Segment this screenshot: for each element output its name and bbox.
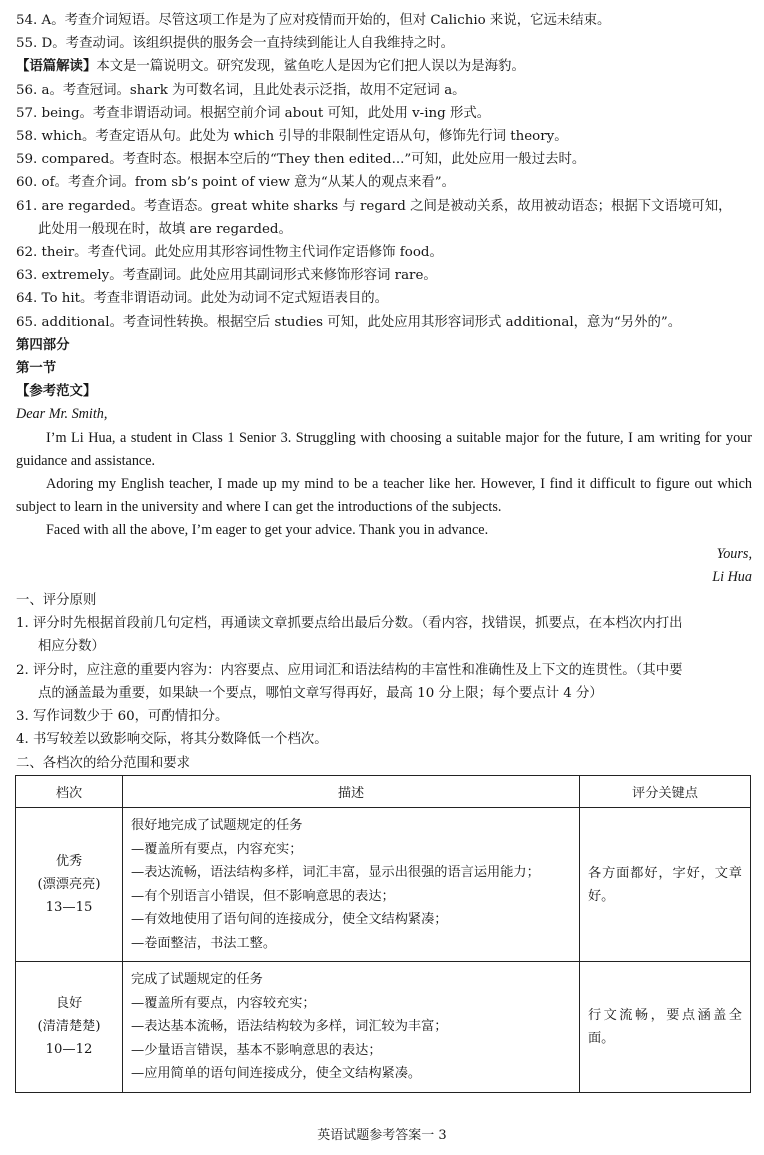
principles-title: 一、评分原则 [16, 593, 97, 609]
answer-line: 59. compared。考查时态。根据本空后的“They then edited...”可知，此处应用一般过去时。 [16, 152, 586, 168]
answer-line: 55. D。考查动词。该组织提供的服务会一直持续到能让人自我维持之时。 [16, 36, 455, 52]
answer-line: 63. extremely。考查副词。此处应用其副词形式来修饰形容词 rare。 [16, 268, 437, 284]
letter-closing: Yours, [716, 545, 752, 562]
answer-line: 54. A。考查介词短语。尽管这项工作是为了应对疫情而开始的，但对 Calichio 来说，它远未结束。 [16, 13, 611, 28]
passage-note-text: 本文是一篇说明文。研究发现，鲨鱼吃人是因为它们把人误以为是海豹。 [96, 59, 525, 75]
answer-line: 62. their。考查代词。此处应用其形容词性物主代词作定语修饰 food。 [16, 245, 443, 261]
description-line: —表达基本流畅，语法结构较为多样，词汇较为丰富； [131, 1019, 448, 1034]
answer-line: 65. additional。考查词性转换。根据空后 studies 可知，此处应用其形容词形式 additional，意为“另外的”。 [16, 314, 682, 330]
principle-item: 3. 写作词数少于 60，可酌情扣分。 [16, 709, 229, 725]
principle-item: 1. 评分时先根据首段前几句定档，再通读文章抓要点给出最后分数。（看内容，找错误，抓要点，在本档次内打出 [16, 616, 683, 632]
level-score-range: 13—15 [45, 900, 93, 915]
grading-table [15, 775, 751, 1093]
level-name: 良好 [55, 996, 83, 1012]
level-subtitle: (漂漂亮亮) [37, 877, 101, 892]
answer-line: 58. which。考查定语从句。此处为 which 引导的非限制性定语从句，修饰先行词 theory。 [16, 129, 568, 145]
page-footer: 英语试题参考答案一 3 [317, 1128, 447, 1143]
answer-line-continued: 此处用一般现在时，故填 are regarded。 [38, 221, 292, 237]
table-row [16, 962, 751, 1093]
description-line: —表达流畅，语法结构多样，词汇丰富，显示出很强的语言运用能力； [131, 865, 540, 880]
sample-letter [16, 403, 752, 589]
level-score-range: 10—12 [45, 1042, 93, 1058]
sample-essay-label: 【参考范文】 [16, 383, 97, 400]
answer-page [16, 9, 752, 775]
answer-line: 64. To hit。考查非谓语动词。此处为动词不定式短语表目的。 [16, 291, 389, 307]
letter-signature: Li Hua [712, 568, 752, 585]
level-name: 优秀 [55, 854, 83, 869]
letter-paragraph: I’m Li Hua, a student in Class 1 Senior 3. Struggling with choosing a suitable major for the future, I am writing for your guidance and assistance. [16, 429, 752, 469]
key-points-cell: 各方面都好，字好，文章好。 [580, 808, 751, 962]
description-line: —卷面整洁，书法工整。 [131, 935, 277, 951]
column-header-level: 档次 [16, 776, 123, 808]
description-line: —有效地使用了语句间的连接成分，使全文结构紧凑； [131, 912, 448, 927]
subsection-heading: 第一节 [16, 360, 57, 377]
description-line: —有个别语言小错误，但不影响意思的表达； [131, 888, 395, 904]
level-cell [16, 808, 123, 962]
answer-line: 61. are regarded。考查语态。great white sharks 与 regard 之间是被动关系，故用被动语态；根据下文语境可知， [16, 198, 732, 214]
answer-line: 56. a。考查冠词。shark 为可数名词，且此处表示泛指，故用不定冠词 a。 [16, 82, 466, 98]
answer-line: 60. of。考查介词。from sb’s point of view 意为“从某人的观点来看”。 [16, 175, 456, 191]
letter-paragraph: Adoring my English teacher, I made up my mind to be a teacher like her. However, I find it difficult to figure out which subject to learn in the university and where I can get the introductions of the subjects. [16, 476, 752, 516]
description-line: 很好地完成了试题规定的任务 [131, 818, 303, 833]
description-line: —覆盖所有要点，内容充实； [131, 841, 303, 857]
description-line: —应用简单的语句间连接成分，使全文结构紧凑。 [131, 1066, 422, 1081]
principle-item-continued: 相应分数） [38, 639, 105, 655]
level-subtitle: (清清楚楚) [37, 1019, 101, 1035]
passage-note [16, 55, 752, 78]
principle-item: 2. 评分时，应注意的重要内容为：内容要点、应用词汇和语法结构的丰富性和准确性及上下文的连贯性。（其中要 [16, 662, 683, 678]
table-header-row [16, 776, 751, 808]
level-cell [16, 962, 123, 1093]
passage-note-label: 【语篇解读】 [16, 58, 97, 75]
column-header-key-points: 评分关键点 [580, 776, 751, 808]
description-line: —少量语言错误，基本不影响意思的表达； [131, 1042, 382, 1058]
description-cell [123, 808, 580, 962]
section-heading: 第四部分 [16, 336, 70, 353]
letter-paragraph: Faced with all the above, I’m eager to get your advice. Thank you in advance. [46, 522, 489, 539]
letter-salutation: Dear Mr. Smith, [16, 406, 108, 423]
principle-item-continued: 点的涵盖最为重要，如果缺一个要点，哪怕文章写得再好，最高 10 分上限；每个要点计 4 分） [38, 685, 603, 701]
description-line: 完成了试题规定的任务 [131, 972, 263, 987]
column-header-description: 描述 [123, 776, 580, 808]
description-line: —覆盖所有要点，内容较充实； [131, 995, 316, 1011]
score-ranges-title: 二、各档次的给分范围和要求 [16, 755, 191, 771]
table-row [16, 808, 751, 962]
key-points-cell: 行文流畅，要点涵盖全面。 [580, 962, 751, 1093]
answer-line: 57. being。考查非谓语动词。根据空前介词 about 可知，此处用 v-ing 形式。 [16, 105, 491, 121]
principle-item: 4. 书写较差以致影响交际，将其分数降低一个档次。 [16, 732, 328, 748]
description-cell [123, 962, 580, 1093]
